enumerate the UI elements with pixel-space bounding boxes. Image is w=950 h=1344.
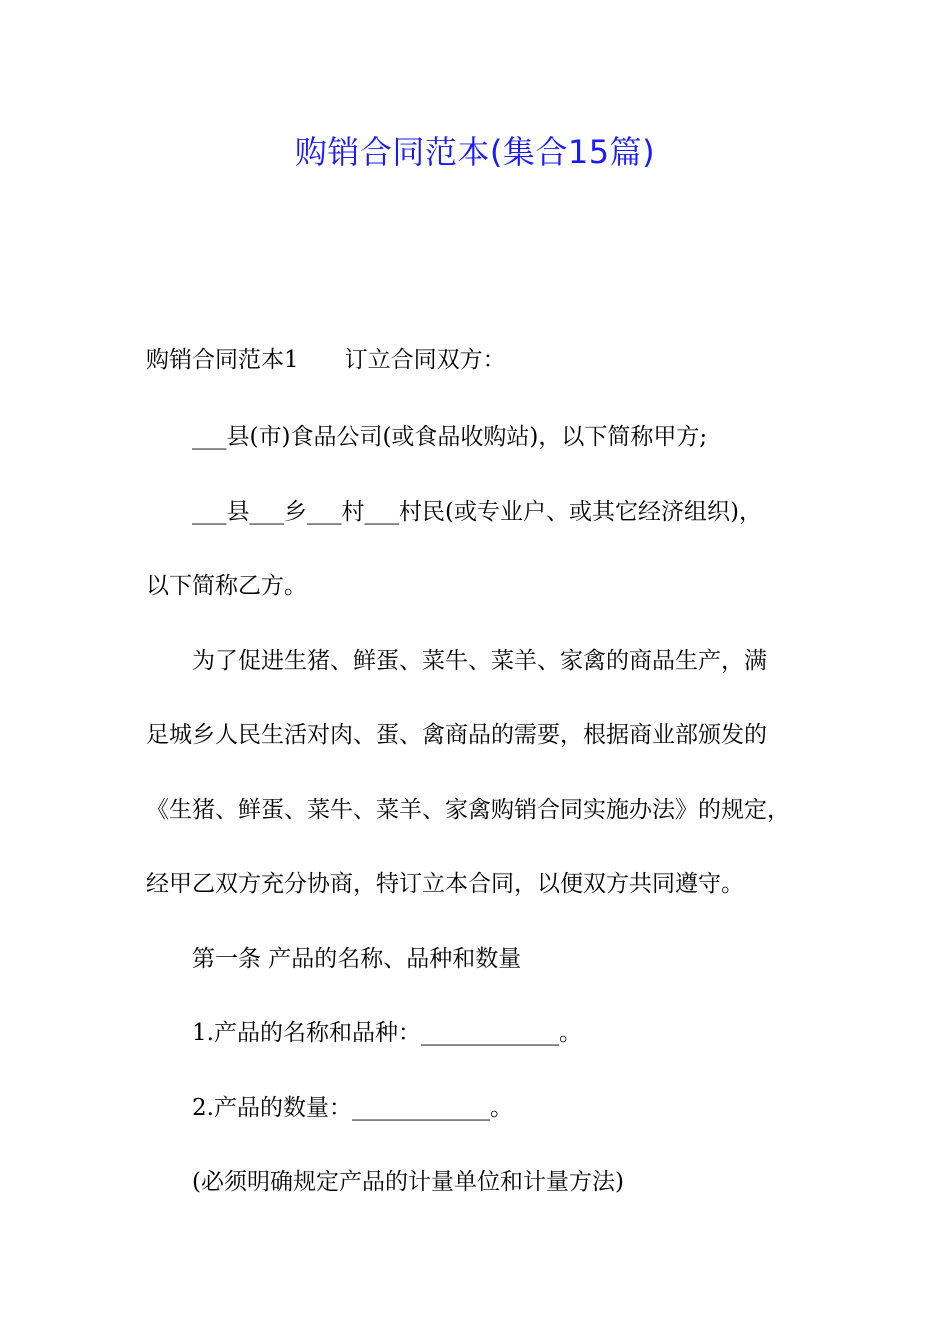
purpose-paragraph-line-4: 经甲乙双方充分协商，特订立本合同，以便双方共同遵守。 — [146, 871, 744, 897]
article-one-heading: 第一条 产品的名称、品种和数量 — [192, 946, 522, 972]
document-title: 购销合同范本(集合15篇) — [294, 133, 656, 171]
contract-number-label: 购销合同范本1 — [146, 347, 299, 373]
product-quantity-line: 2.产品的数量：____________。 — [192, 1095, 513, 1121]
party-b-line-continued: 以下简称乙方。 — [146, 573, 307, 599]
purpose-paragraph-line-2: 足城乡人民生活对肉、蛋、禽商品的需要，根据商业部颁发的 — [146, 722, 767, 748]
party-b-line: ___县___乡___村___村民(或专业户、或其它经济组织)， — [192, 499, 762, 525]
measurement-note-line: (必须明确规定产品的计量单位和计量方法) — [192, 1169, 624, 1195]
party-a-line: ___县(市)食品公司(或食品收购站)，以下简称甲方; — [192, 424, 708, 450]
product-name-line: 1.产品的名称和品种：____________。 — [192, 1020, 582, 1046]
purpose-paragraph-line-3: 《生猪、鲜蛋、菜牛、菜羊、家禽购销合同实施办法》的规定， — [146, 797, 790, 823]
parties-label: 订立合同双方： — [344, 347, 506, 373]
purpose-paragraph-line-1: 为了促进生猪、鲜蛋、菜牛、菜羊、家禽的商品生产，满 — [192, 648, 767, 674]
paragraph-heading-line — [146, 345, 836, 375]
